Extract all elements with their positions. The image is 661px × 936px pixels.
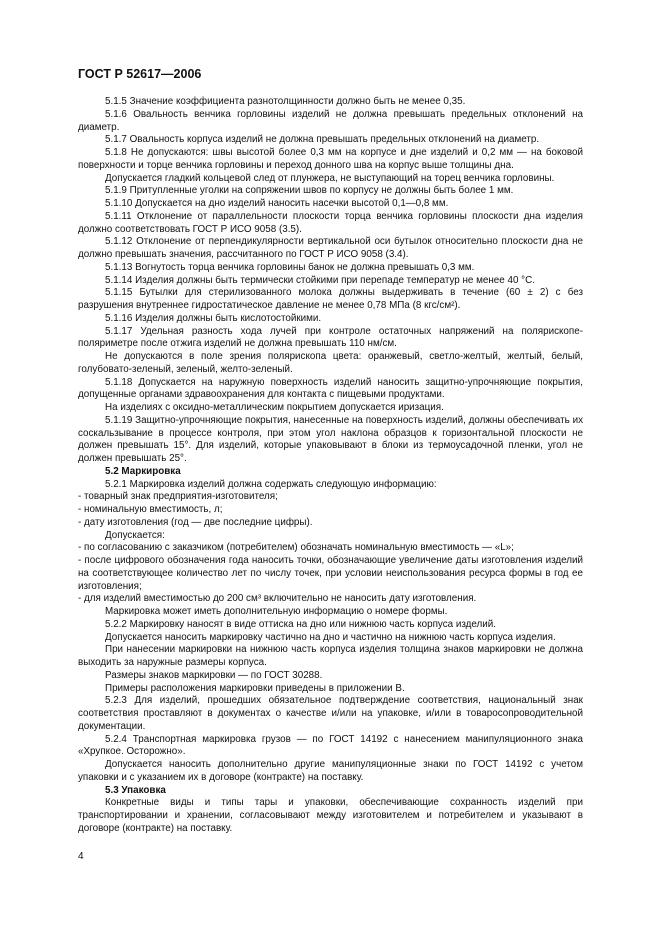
paragraph-5-2-1: 5.2.1 Маркировка изделий должна содержать следующую информацию: bbox=[105, 478, 437, 490]
document-body bbox=[78, 96, 583, 836]
paragraph-5-2-4: 5.2.4 Транспортная маркировка грузов — по ГОСТ 14192 с нанесением манипуляционного знака «Хрупкое. Осторожно». bbox=[78, 733, 583, 758]
paragraph-5-1-11: 5.1.11 Отклонение от параллельности плоскости торца венчика горловины плоскости дна изделия должно соответствовать ГОСТ Р ИСО 9058 (3.5). bbox=[78, 210, 583, 235]
paragraph-5-1-8: 5.1.8 Не допускаются: швы высотой более 0,3 мм на корпусе и дне изделий и 0,2 мм — на боковой поверхности и торце венчика горловины и переход донного шва на корпус выше толщины дна. bbox=[78, 147, 583, 171]
paragraph: Маркировка может иметь дополнительную информацию о номере формы. bbox=[105, 606, 448, 617]
paragraph-5-1-15: 5.1.15 Бутылки для стерилизованного молока должны выдерживать в течение (60 ± 2) с без разрушения внутреннее гидростатическое давление не менее 0,78 МПа (8 кгс/см²). bbox=[78, 287, 583, 311]
paragraph: Примеры расположения маркировки приведены в приложении В. bbox=[105, 682, 405, 694]
paragraph: При нанесении маркировки на нижнюю часть корпуса изделия толщина знаков маркировки не должна выходить за наружные размеры корпуса. bbox=[78, 644, 583, 668]
paragraph: Допускается наносить дополнительно другие манипуляционные знаки по ГОСТ 14192 с учетом упаковки и с указанием их в договоре (контракте) на поставку. bbox=[78, 759, 583, 783]
document-header: ГОСТ Р 52617—2006 bbox=[78, 67, 202, 81]
list-item: - товарный знак предприятия-изготовителя; bbox=[78, 491, 278, 503]
section-heading-marking: 5.2 Маркировка bbox=[105, 465, 181, 477]
paragraph-5-1-17: 5.1.17 Удельная разность хода лучей при контроле остаточных напряжений на полярископе-поляриметре после отжига изделий не должна превышать 110 нм/см. bbox=[78, 325, 583, 350]
paragraph-5-1-14: 5.1.14 Изделия должны быть термически стойкими при перепаде температур не менее 40 °C. bbox=[105, 274, 535, 286]
paragraph-5-1-18: 5.1.18 Допускается на наружную поверхность изделий наносить защитно-упрочняющие покрытия, допущенные органами здравоохранения для контакта с пищевыми продуктами. bbox=[78, 376, 583, 401]
paragraph-5-1-16: 5.1.16 Изделия должны быть кислотостойкими. bbox=[105, 312, 322, 324]
paragraph: Конкретные виды и типы тары и упаковки, обеспечивающие сохранность изделий при транспортировании и хранении, согласовывают между изготовителем и потребителем и указывают в договоре (контракте) на поставку. bbox=[78, 797, 583, 834]
list-item: - после цифрового обозначения года наносить точки, обозначающие увеличение даты изготовления изделий на соответствующее количество лет по числу точек, при условии неиспользования ресурса формы в год ее изготовления; bbox=[78, 555, 583, 592]
paragraph: На изделиях с оксидно-металлическим покрытием допускается иризация. bbox=[105, 402, 444, 413]
section-heading-packaging: 5.3 Упаковка bbox=[105, 784, 166, 796]
paragraph-5-1-5: 5.1.5 Значение коэффициента разнотолщинности должно быть не менее 0,35. bbox=[105, 96, 466, 107]
list-item: - по согласованию с заказчиком (потребителем) обозначать номинальную вместимость — «L»; bbox=[78, 542, 514, 554]
paragraph: Допускается гладкий кольцевой след от плунжера, не выступающий на торец венчика горловины. bbox=[105, 172, 555, 184]
paragraph-5-2-2: 5.2.2 Маркировку наносят в виде оттиска на дно или нижнюю часть корпуса изделий. bbox=[105, 618, 497, 630]
paragraph-5-1-7: 5.1.7 Овальность корпуса изделий не должна превышать предельных отклонений на диаметр. bbox=[105, 134, 540, 146]
list-item: - номинальную вместимость, л; bbox=[78, 504, 223, 515]
list-item: - для изделий вместимостью до 200 см³ включительно не наносить дату изготовления. bbox=[78, 593, 477, 605]
paragraph-5-2-3: 5.2.3 Для изделий, прошедших обязательное подтверждение соответствия, национальный знак соответствия проставляют в документах о качестве и/или на упаковке, и/или в товаросопроводительной документации. bbox=[78, 695, 583, 732]
list-item: - дату изготовления (год — две последние цифры). bbox=[78, 516, 313, 528]
paragraph-5-1-12: 5.1.12 Отклонение от перпендикулярности вертикальной оси бутылок относительно плоскости дна не должно превышать значения, рассчитанного по ГОСТ Р ИСО 9058 (3.4). bbox=[78, 236, 583, 260]
paragraph-5-1-19: 5.1.19 Защитно-упрочняющие покрытия, нанесенные на поверхность изделий, должны обеспечивать их соскальзывание в процессе контроля, при этом угол наклона образцов к горизонтальной плоскости не должен превышать 15°. Для изделий, которые упаковывают в блоки из термоусадочной пленки, угол не должен превышать 25°. bbox=[78, 414, 583, 464]
paragraph: Допускается наносить маркировку частично на дно и частично на нижнюю часть корпуса изделия. bbox=[105, 631, 556, 643]
page-number: 4 bbox=[78, 851, 84, 862]
paragraph-5-1-6: 5.1.6 Овальность венчика горловины изделий не должна превышать предельных отклонений на диаметр. bbox=[78, 108, 583, 133]
paragraph-5-1-13: 5.1.13 Вогнутость торца венчика горловины банок не должна превышать 0,3 мм. bbox=[105, 261, 475, 273]
paragraph: Размеры знаков маркировки — по ГОСТ 30288. bbox=[105, 669, 323, 681]
paragraph: Не допускаются в поле зрения полярископа цвета: оранжевый, светло-желтый, желтый, белый, голубовато-зеленый, зеленый, желто-зеленый. bbox=[78, 351, 583, 375]
paragraph-5-1-10: 5.1.10 Допускается на дно изделий наносить насечки высотой 0,1—0,8 мм. bbox=[105, 198, 449, 209]
paragraph-5-1-9: 5.1.9 Притупленные уголки на сопряжении швов по корпусу не должны быть более 1 мм. bbox=[105, 185, 514, 197]
paragraph: Допускается: bbox=[105, 529, 165, 541]
